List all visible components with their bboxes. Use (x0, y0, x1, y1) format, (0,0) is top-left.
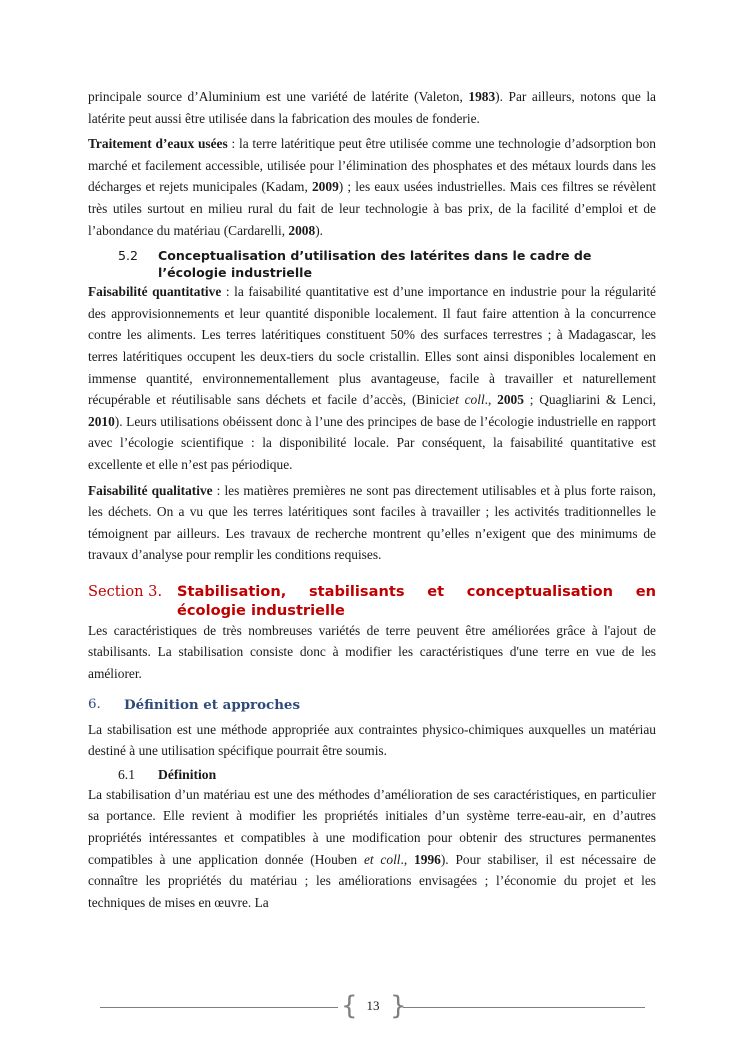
subsection-heading-5-2 (88, 247, 656, 281)
text-run: ). Pour stabiliser, il est nécessaire de connaître les propriétés du matériau ; les améliorations envisagées ; l’économie du projet et les techniques de mises en œuvre. La (88, 851, 656, 910)
heading-6 (88, 695, 656, 715)
heading-number: 6. (88, 696, 101, 712)
text-run: ). (315, 222, 323, 238)
section-heading-3 (88, 582, 656, 620)
section-title: Stabilisation, stabilisants et conceptualisation en écologie industrielle (177, 582, 656, 619)
definition-paragraph (88, 784, 656, 914)
paragraph-label: Faisabilité qualitative (88, 482, 213, 498)
subsection-heading-6-1 (88, 766, 656, 784)
quantitative-paragraph (88, 281, 656, 475)
footer-rule-right (403, 1007, 645, 1008)
chapter6-paragraph: La stabilisation est une méthode appropriée aux contraintes physico-chimiques auxquelles un matériau destiné à une utilisation spécifique pourrait être soumis. (88, 721, 656, 759)
subsection-number: 5.2 (118, 248, 139, 264)
citation-year: 2008 (288, 222, 316, 238)
text-run: La stabilisation d’un matériau est une des méthodes d’amélioration de ses caractéristiques, en particulier sa portance. Elle revient à modifier les propriétés initiales d’un système terre-eau-air, en d’autres propriétés intéressantes et compatibles à une modification pour obtenir des structures permanentes compatibles à une application donnée (Houben (88, 786, 656, 867)
citation-year: 2009 (311, 179, 339, 195)
text-run: ). Par ailleurs, notons que la latérite peut aussi être utilisée dans la fabrication des moules de fonderie. (88, 89, 656, 126)
text-run: ). Leurs utilisations obéissent donc à l’une des principes de base de l’écologie industrielle en rapport avec l’écologie scientifique : la disponibilité locale. Par conséquent, la faisabilité quantitative est excellente et elle n’est pas périodique. (88, 413, 656, 472)
qualitative-paragraph (88, 480, 656, 566)
heading-title: Définition et approches (124, 696, 300, 713)
text-run: ., (400, 851, 415, 867)
paragraph-label: Faisabilité quantitative (88, 284, 222, 300)
text-run: : la faisabilité quantitative est d’une importance en industrie pour la régularité des approvisionnements et leur quantité disponible localement. Il faut faire attention à la concurrence contre les aliments. Les terres latéritiques constituent 50% des surfaces terrestres ; à Madagascar, les terres latéritiques occupent les deux-tiers du socle cristallin. Elles sont ainsi disponibles localement en immense quantité, environnementallement plus avantageuse, facile à travailler et naturellement récupérable et réutilisable sans déchets et facile d’accès, (Binici (88, 284, 656, 408)
subsection-title: Conceptualisation d’utilisation des latérites dans le cadre de l’écologie industrielle (158, 248, 592, 281)
text-run: : les matières premières ne sont pas directement utilisables et à plus forte raison, les déchets. On a vu que les terres latéritiques sont faciles à travailler ; les activités traditionnelles le témoignent par ailleurs. Les travaux de recherche montrent qu’elles n’exigent que des minimums de travaux d’analyse pour remplir les conditions requises. (88, 482, 656, 563)
paragraph-label: Traitement d’eaux usées (88, 136, 228, 152)
subsection-title: Définition (158, 766, 217, 782)
citation-year: 1996 (414, 851, 441, 867)
section-number: Section 3. (88, 582, 163, 600)
citation-year: 1983 (468, 89, 496, 104)
et-coll: et coll (449, 392, 485, 408)
citation-year: 2005 (497, 392, 524, 408)
footer-brace-left: { (341, 991, 358, 1021)
text-run: ; Quagliarini & Lenci, (523, 392, 657, 408)
page-footer (100, 993, 645, 1021)
page-content (88, 86, 656, 913)
text-run: : la terre latéritique peut être utilisée comme une technologie d’adsorption bon marché et facilement accessible, utilisée pour l’élimination des phosphates et des métaux lourds dans les décharges et rejets municipales (Kadam, (88, 136, 656, 195)
footer-rule-left (100, 1007, 338, 1008)
traitement-paragraph (88, 133, 656, 241)
subsection-number: 6.1 (118, 766, 135, 782)
citation-year: 2010 (88, 413, 115, 429)
text-run: principale source d’Aluminium est une variété de latérite (Valeton, (88, 89, 469, 104)
page-number: 13 (366, 998, 380, 1013)
text-run: ) ; les eaux usées industrielles. Mais ces filtres se révèlent très utiles surtout en milieu rural du fait de leur technologie à bas prix, de la facilité d’emploi et de l’abondance du matériau (Cardarelli, (88, 179, 656, 238)
footer-brace-right: } (390, 991, 407, 1021)
section3-paragraph: Les caractéristiques de très nombreuses variétés de terre peuvent être améliorées grâce à l'ajout de stabilisants. La stabilisation consiste donc à modifier les caractéristiques d'une terre en vue de les améliorer. (88, 622, 656, 682)
et-coll: et coll (363, 851, 401, 867)
intro-paragraph (88, 86, 656, 129)
text-run: ., (484, 392, 498, 408)
